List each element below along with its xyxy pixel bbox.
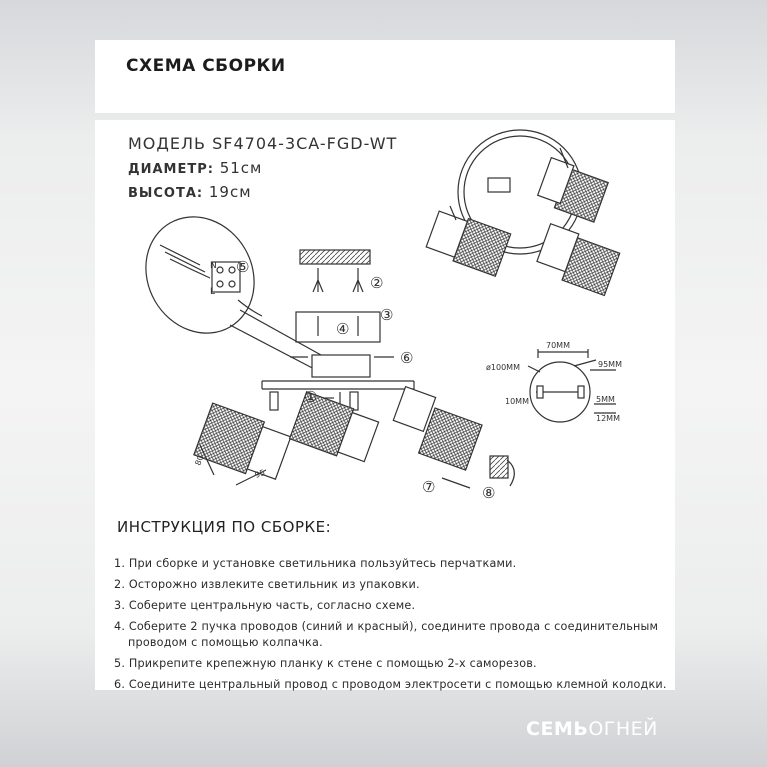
instruction-step: 4. Соберите 2 пучка проводов (синий и красный), соедините провода с соединительным — [114, 620, 659, 633]
dim-shade-width: 95 — [253, 467, 267, 480]
step-marker-6: ⑥ — [400, 349, 414, 367]
wiring-detail — [125, 197, 330, 372]
model-number: МОДЕЛЬ SF4704-3CA-FGD-WT — [128, 134, 398, 153]
diameter-label: ДИАМЕТР: — [128, 162, 214, 177]
instructions-heading: ИНСТРУКЦИЯ ПО СБОРКЕ: — [117, 518, 332, 536]
instruction-step: проводом с помощью колпачка. — [128, 636, 323, 649]
dim-shade-height: 80 — [193, 454, 206, 467]
diameter-value: 51см — [219, 159, 263, 177]
assembled-view — [425, 130, 621, 295]
dim-70: 70MM — [546, 341, 570, 350]
step-marker-5: ⑤ — [236, 258, 250, 276]
instruction-step: 1. При сборке и установке светильника пользуйтесь перчатками. — [114, 557, 517, 570]
dim-10: 10MM — [505, 397, 529, 406]
step-marker-7: ⑦ — [422, 478, 436, 496]
wire-letter-n: N — [210, 261, 217, 271]
step-marker-3: ③ — [380, 306, 394, 324]
step-marker-2: ② — [370, 274, 384, 292]
step-marker-8: ⑧ — [482, 484, 496, 502]
dim-12: 12MM — [596, 414, 620, 423]
step-marker-1: ① — [304, 388, 318, 406]
spot-shades-front — [194, 387, 514, 488]
page-title: СХЕМА СБОРКИ — [126, 56, 286, 76]
brand-regular: ОГНЕЙ — [588, 718, 658, 740]
brand-logo — [526, 718, 658, 740]
dim-100: ø100MM — [486, 363, 520, 372]
instruction-step: 5. Прикрепите крепежную планку к стене с помощью 2-х саморезов. — [114, 657, 537, 670]
height-label: ВЫСОТА: — [128, 186, 204, 201]
wire-letter-l: L — [210, 287, 216, 297]
instruction-step: 6. Соедините центральный провод с проводом электросети с помощью клемной колодки. — [114, 678, 667, 691]
step-marker-4: ④ — [336, 320, 350, 338]
dim-5: 5MM — [596, 395, 615, 404]
instruction-step: 3. Соберите центральную часть, согласно схеме. — [114, 599, 416, 612]
brand-bold: СЕМЬ — [526, 718, 589, 740]
dim-95: 95MM — [598, 360, 622, 369]
instruction-step: 2. Осторожно извлеките светильник из упаковки. — [114, 578, 420, 591]
height-value: 19см — [208, 183, 252, 201]
